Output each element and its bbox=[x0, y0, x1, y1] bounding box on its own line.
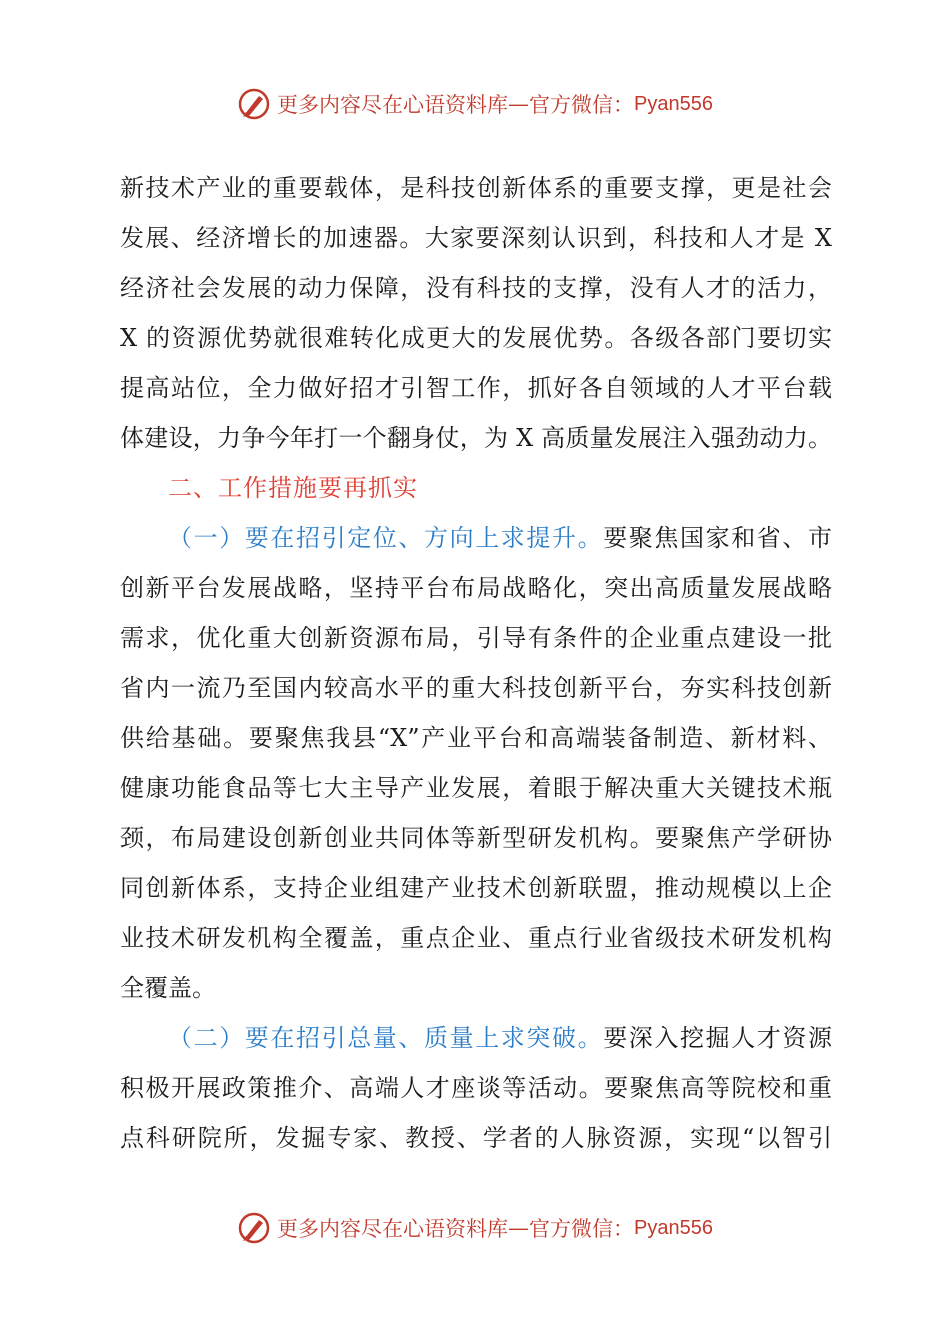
paragraph-line: 需求，优化重大创新资源布局，引导有条件的企业重点建设一批 bbox=[120, 624, 832, 652]
banner-wechat-label: 官方微信： bbox=[529, 93, 635, 117]
banner-wechat-label: 官方微信： bbox=[529, 1217, 635, 1241]
paragraph-line: 供给基础。要聚焦我县“X”产业平台和高端装备制造、新材料、 bbox=[120, 724, 832, 752]
paragraph-line: X 的资源优势就很难转化成更大的发展优势。各级各部门要切实 bbox=[120, 324, 832, 352]
paragraph-line: 颈，布局建设创新创业共同体等新型研发机构。要聚焦产学研协 bbox=[120, 824, 832, 852]
paragraph-line: 健康功能食品等七大主导产业发展，着眼于解决重大关键技术瓶 bbox=[120, 774, 832, 802]
paragraph-line: 积极开展政策推介、高端人才座谈等活动。要聚焦高等院校和重 bbox=[120, 1074, 832, 1102]
paragraph-line: 省内一流乃至国内较高水平的重大科技创新平台，夯实科技创新 bbox=[120, 674, 832, 702]
paragraph-line: 经济社会发展的动力保障，没有科技的支撑，没有人才的活力， bbox=[120, 274, 832, 302]
item1-first-text: 要聚焦国家和省、市 bbox=[603, 524, 833, 552]
header-banner bbox=[0, 84, 950, 124]
fountain-pen-logo-icon bbox=[237, 87, 271, 121]
item2-first-line bbox=[120, 1013, 832, 1063]
banner-separator: — bbox=[508, 1216, 530, 1240]
item1-title: （一）要在招引定位、方向上求提升。 bbox=[168, 524, 604, 552]
fountain-pen-logo-icon bbox=[237, 1211, 271, 1245]
paragraph-line: 同创新体系，支持企业组建产业技术创新联盟，推动规模以上企 bbox=[120, 874, 832, 902]
paragraph-line: 业技术研发机构全覆盖，重点企业、重点行业省级技术研发机构 bbox=[120, 924, 832, 952]
banner-wechat-id: Pyan556 bbox=[634, 1216, 713, 1239]
item1-first-line bbox=[120, 513, 832, 563]
document-body bbox=[120, 163, 832, 1163]
paragraph-line: 提高站位，全力做好招才引智工作，抓好各自领域的人才平台载 bbox=[120, 374, 832, 402]
footer-banner bbox=[0, 1208, 950, 1248]
paragraph-line: 新技术产业的重要载体，是科技创新体系的重要支撑，更是社会 bbox=[120, 174, 832, 202]
paragraph-line: 点科研院所，发掘专家、教授、学者的人脉资源，实现“以智引 bbox=[120, 1124, 832, 1152]
paragraph-line: 体建设，力争今年打一个翻身仗，为 X 高质量发展注入强劲动力。 bbox=[120, 424, 832, 452]
banner-separator: — bbox=[508, 92, 530, 116]
paragraph-line: 创新平台发展战略，坚持平台布局战略化，突出高质量发展战略 bbox=[120, 574, 832, 602]
banner-title: 更多内容尽在心语资料库 bbox=[277, 1217, 509, 1241]
item2-title: （二）要在招引总量、质量上求突破。 bbox=[168, 1024, 604, 1052]
paragraph-line: 发展、经济增长的加速器。大家要深刻认识到，科技和人才是 X bbox=[120, 224, 832, 252]
item2-first-text: 要深入挖掘人才资源 bbox=[603, 1024, 833, 1052]
paragraph-line: 全覆盖。 bbox=[120, 974, 216, 1002]
section-heading: 二、工作措施要再抓实 bbox=[168, 474, 418, 502]
banner-wechat-id: Pyan556 bbox=[634, 92, 713, 115]
banner-title: 更多内容尽在心语资料库 bbox=[277, 93, 509, 117]
